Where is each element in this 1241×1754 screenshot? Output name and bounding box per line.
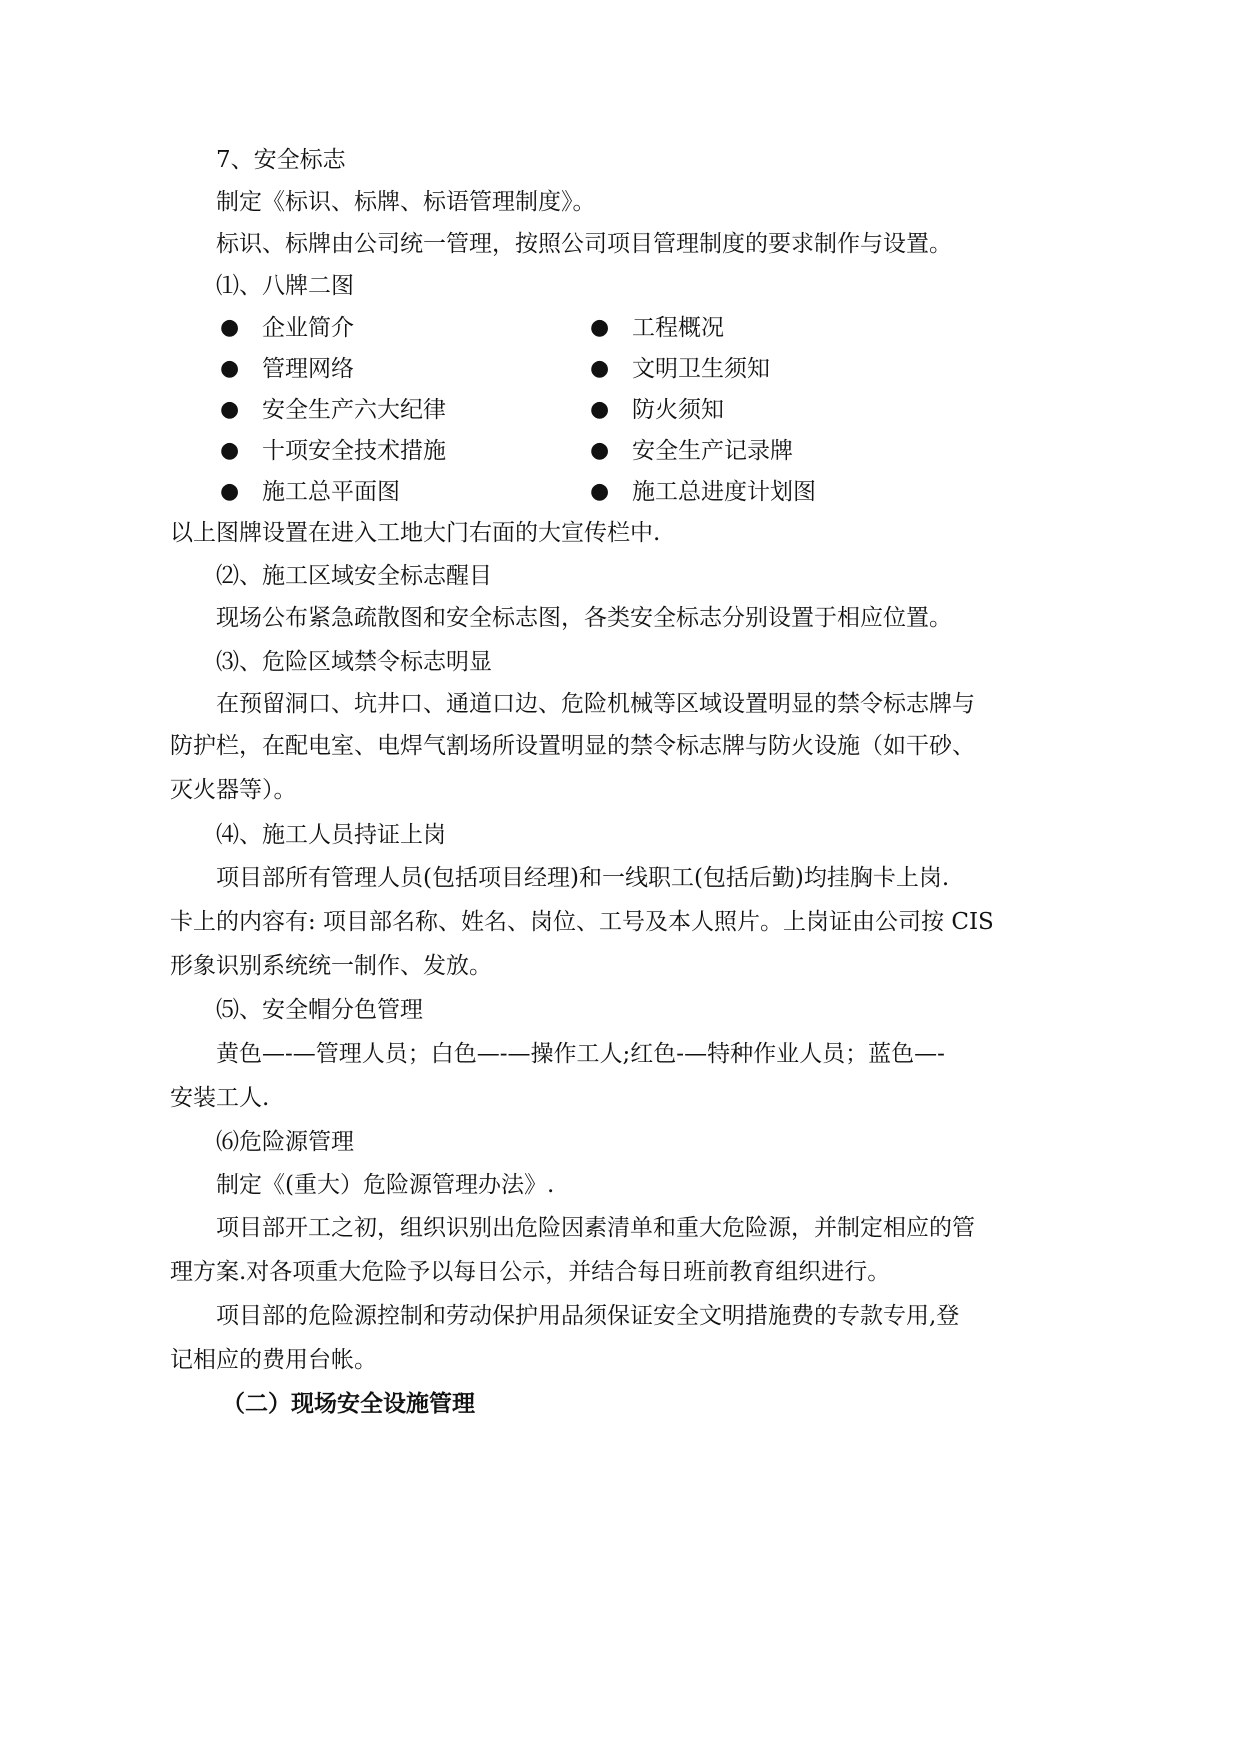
paragraph-subsection-3-line-2: 防护栏，在配电室、电焊气割场所设置明显的禁令标志牌与防火设施（如干砂、 [170, 733, 975, 759]
bullet-icon: ● [590, 356, 610, 381]
paragraph-boards: 以上图牌设置在进入工地大门右面的大宣传栏中. [170, 520, 661, 546]
subsection-5-title: ⑸、安全帽分色管理 [216, 997, 423, 1023]
list-item: 安全生产六大纪律 [262, 397, 446, 423]
paragraph-subsection-6-system: 制定《(重大）危险源管理办法》. [216, 1172, 555, 1198]
list-item: 十项安全技术措施 [262, 438, 446, 464]
list-item: 施工总平面图 [262, 479, 400, 505]
paragraph-subsection-2: 现场公布紧急疏散图和安全标志图，各类安全标志分别设置于相应位置。 [216, 605, 952, 631]
paragraph-subsection-4-line-1: 项目部所有管理人员(包括项目经理)和一线职工(包括后勤)均挂胸卡上岗. [216, 865, 950, 891]
bullet-icon: ● [220, 479, 240, 504]
bullet-icon: ● [220, 438, 240, 463]
bullet-icon: ● [590, 397, 610, 422]
list-item: 企业简介 [262, 315, 354, 341]
heading-7: 7、安全标志 [216, 147, 346, 173]
subsection-3-title: ⑶、危险区域禁令标志明显 [216, 649, 492, 675]
bullet-icon: ● [220, 315, 240, 340]
list-item: 施工总进度计划图 [632, 479, 816, 505]
paragraph-subsection-3-line-3: 灭火器等）。 [170, 777, 297, 803]
paragraph-subsection-6b-line-2: 记相应的费用台帐。 [170, 1347, 377, 1373]
paragraph-subsection-6-line-2: 理方案.对各项重大危险予以每日公示，并结合每日班前教育组织进行。 [170, 1259, 891, 1285]
bullet-icon: ● [220, 356, 240, 381]
subsection-2-title: ⑵、施工区域安全标志醒目 [216, 563, 492, 589]
paragraph-subsection-6b-line-1: 项目部的危险源控制和劳动保护用品须保证安全文明措施费的专款专用,登 [216, 1303, 960, 1329]
list-item: 文明卫生须知 [632, 356, 770, 382]
paragraph-subsection-3-line-1: 在预留洞口、坑井口、通道口边、危险机械等区域设置明显的禁令标志牌与 [216, 691, 975, 717]
paragraph-subsection-5-line-1: 黄色—-—管理人员；白色—-—操作工人;红色-—特种作业人员；蓝色—- [216, 1041, 945, 1067]
subsection-6-title: ⑹危险源管理 [216, 1129, 354, 1155]
bullet-icon: ● [590, 479, 610, 504]
paragraph-management: 标识、标牌由公司统一管理，按照公司项目管理制度的要求制作与设置。 [216, 231, 952, 257]
paragraph-subsection-6-line-1: 项目部开工之初，组织识别出危险因素清单和重大危险源，并制定相应的管 [216, 1215, 975, 1241]
paragraph-system: 制定《标识、标牌、标语管理制度》。 [216, 189, 596, 215]
bullet-icon: ● [220, 397, 240, 422]
list-item: 防火须知 [632, 397, 724, 423]
paragraph-subsection-4-line-2: 卡上的内容有: 项目部名称、姓名、岗位、工号及本人照片。上岗证由公司按 CIS [170, 909, 994, 935]
list-item: 工程概况 [632, 315, 724, 341]
paragraph-subsection-5-line-2: 安装工人. [170, 1085, 270, 1111]
bullet-icon: ● [590, 315, 610, 340]
section-2-heading: （二）现场安全设施管理 [222, 1391, 475, 1417]
list-item: 管理网络 [262, 356, 354, 382]
subsection-1-title: ⑴、八牌二图 [216, 273, 354, 299]
list-item: 安全生产记录牌 [632, 438, 793, 464]
paragraph-subsection-4-line-3: 形象识别系统统一制作、发放。 [170, 953, 492, 979]
subsection-4-title: ⑷、施工人员持证上岗 [216, 822, 446, 848]
bullet-icon: ● [590, 438, 610, 463]
